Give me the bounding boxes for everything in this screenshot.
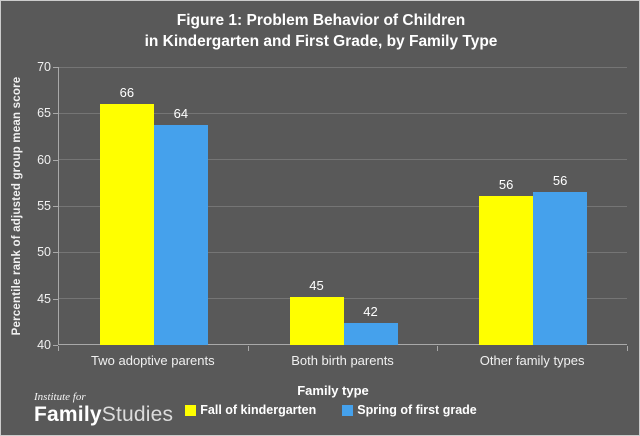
bar-value-label: 56 <box>552 173 568 189</box>
bar-fall-2 <box>290 297 344 345</box>
bar-value-label: 45 <box>309 277 324 293</box>
y-tick-label-70: 70 <box>37 60 51 74</box>
y-tick-mark-65 <box>53 113 58 114</box>
legend <box>191 403 477 417</box>
logo-tagline: Institute for <box>34 391 86 403</box>
legend-item-1 <box>185 403 316 417</box>
legend-swatch-icon <box>185 405 196 416</box>
legend-label: Fall of kindergarten <box>200 403 317 417</box>
x-category-label-3: Other family types <box>479 353 585 368</box>
y-axis-title: Percentile rank of adjusted group mean score <box>11 76 23 336</box>
x-tick-mark-3 <box>627 346 628 351</box>
x-category-label-1: Two adoptive parents <box>91 353 215 368</box>
bar-value-label: 42 <box>363 303 378 319</box>
y-tick-mark-55 <box>53 206 58 207</box>
y-tick-label-40: 40 <box>37 338 51 352</box>
bar-value-label: 64 <box>173 106 189 122</box>
bar-value-label: 56 <box>498 176 514 192</box>
x-category-label-2: Both birth parents <box>291 353 394 368</box>
bar-spring-3 <box>533 192 587 345</box>
chart-title-line2: in Kindergarten and First Grade, by Family Type <box>144 33 498 50</box>
gridline-70 <box>59 67 627 68</box>
y-tick-label-65: 65 <box>37 106 51 121</box>
x-tick-mark-2 <box>437 346 438 351</box>
chart-title-line1: Figure 1: Problem Behavior of Children <box>176 12 466 29</box>
x-tick-mark-1 <box>248 346 249 351</box>
bar-spring-1 <box>154 125 208 345</box>
logo-name <box>34 404 173 426</box>
y-tick-label-55: 55 <box>37 199 51 213</box>
y-tick-mark-70 <box>53 67 58 68</box>
x-axis-title: Family type <box>297 383 369 398</box>
bar-value-label: 66 <box>119 85 135 101</box>
y-tick-mark-60 <box>53 160 58 161</box>
x-tick-mark-0 <box>58 346 59 351</box>
legend-label: Spring of first grade <box>357 403 477 417</box>
y-tick-label-45: 45 <box>37 291 51 306</box>
ifs-logo <box>34 391 173 426</box>
chart-title <box>1 10 640 52</box>
legend-item-2 <box>342 403 476 417</box>
bar-fall-3 <box>479 196 533 345</box>
y-tick-label-60: 60 <box>37 152 51 167</box>
bar-fall-1 <box>100 104 154 345</box>
legend-swatch-icon <box>342 405 353 416</box>
logo-name-studies: Studies <box>101 403 174 426</box>
plot-area <box>58 67 627 345</box>
logo-name-family: Family <box>34 403 102 426</box>
y-tick-mark-45 <box>53 299 58 300</box>
bar-spring-2 <box>344 323 398 345</box>
y-tick-mark-50 <box>53 252 58 253</box>
y-tick-label-50: 50 <box>37 245 51 260</box>
